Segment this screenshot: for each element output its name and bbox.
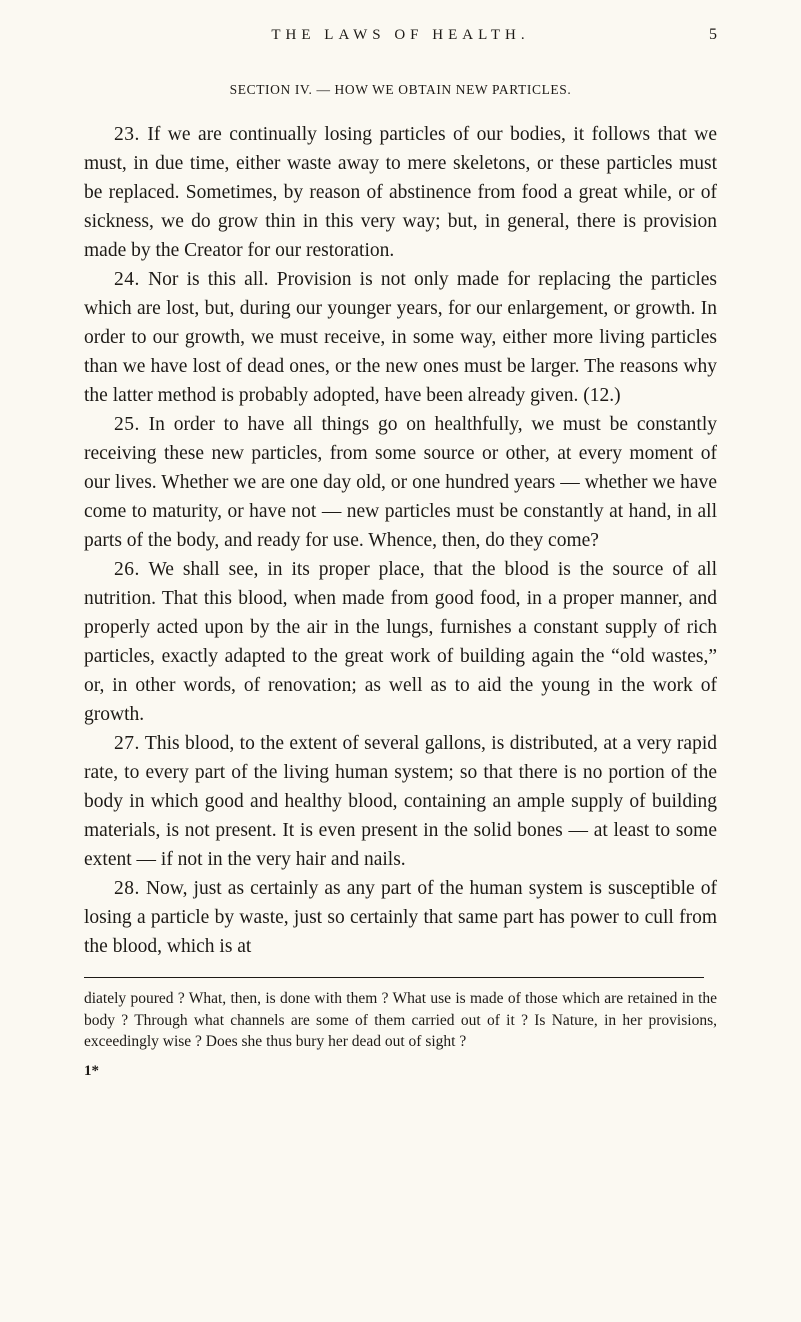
paragraph-number: 27.	[114, 733, 140, 754]
paragraph-number: 25.	[114, 414, 140, 435]
body-text	[84, 120, 717, 961]
paragraph-text: In order to have all things go on healthfully, we must be constantly receiving these new particles, from some source or other, at every moment of our lives. Whether we are one day old, or one hundred years — whether we have come to maturity, or have not — new particles must be constantly at hand, in all parts of the body, and ready for use. Whence, then, do they come?	[84, 414, 717, 551]
paragraph-text: Now, just as certainly as any part of the human system is susceptible of losing a particle by waste, just so certainly that same part has power to cull from the blood, which is at	[84, 878, 717, 957]
paragraph-25	[84, 410, 717, 555]
paragraph-number: 24.	[114, 269, 140, 290]
running-header	[84, 26, 717, 48]
paragraph-text: We shall see, in its proper place, that the blood is the source of all nutrition. That this blood, when made from good food, in a proper manner, and properly acted upon by the air in the lungs, furnishes a constant supply of rich particles, exactly adapted to the great work of building again the “old wastes,” or, in other words, of renovation; as well as to aid the young in the work of growth.	[84, 559, 717, 725]
paragraph-23	[84, 120, 717, 265]
paragraph-number: 28.	[114, 878, 140, 899]
paragraph-text: If we are continually losing particles of our bodies, it follows that we must, in due time, either waste away to mere skeletons, or these particles must be replaced. Sometimes, by reason of abstinence from food a great while, or of sickness, we do grow thin in this very way; but, in general, there is provision made by the Creator for our restoration.	[84, 124, 717, 261]
section-heading: SECTION IV. — HOW WE OBTAIN NEW PARTICLES.	[229, 82, 572, 97]
footnote-area	[84, 977, 717, 1080]
paragraph-number: 23.	[114, 124, 140, 145]
paragraph-text: Nor is this all. Provision is not only made for replacing the particles which are lost, but, during our younger years, for our enlargement, or growth. In order to our growth, we must receive, in some way, either more living particles than we have lost of dead ones, or the new ones must be larger. The reasons why the latter method is probably adopted, have been already given. (12.)	[84, 269, 718, 406]
paragraph-number: 26.	[114, 559, 140, 580]
page-number: 5	[709, 26, 717, 43]
footnote-rule	[84, 977, 704, 978]
paragraph-26	[84, 555, 717, 729]
paragraph-28	[84, 874, 717, 961]
running-header-title: THE LAWS OF HEALTH.	[271, 27, 530, 43]
paragraph-24	[84, 265, 717, 410]
signature-mark: 1*	[84, 1062, 99, 1079]
paragraph-text: This blood, to the extent of several gallons, is distributed, at a very rapid rate, to every part of the living human system; so that there is no portion of the body in which good and healthy blood, containing an ample supply of building materials, is not present. It is even present in the solid bones — at least to some extent — if not in the very hair and nails.	[84, 733, 717, 870]
footnote-text: diately poured ? What, then, is done with them ? What use is made of those which are retained in the body ? Through what channels are some of them carried out of it ? Is Nature, in her provisions, exceedingly wise ? Does she thus bury her dead out of sight ?	[84, 990, 717, 1050]
paragraph-27	[84, 729, 717, 874]
